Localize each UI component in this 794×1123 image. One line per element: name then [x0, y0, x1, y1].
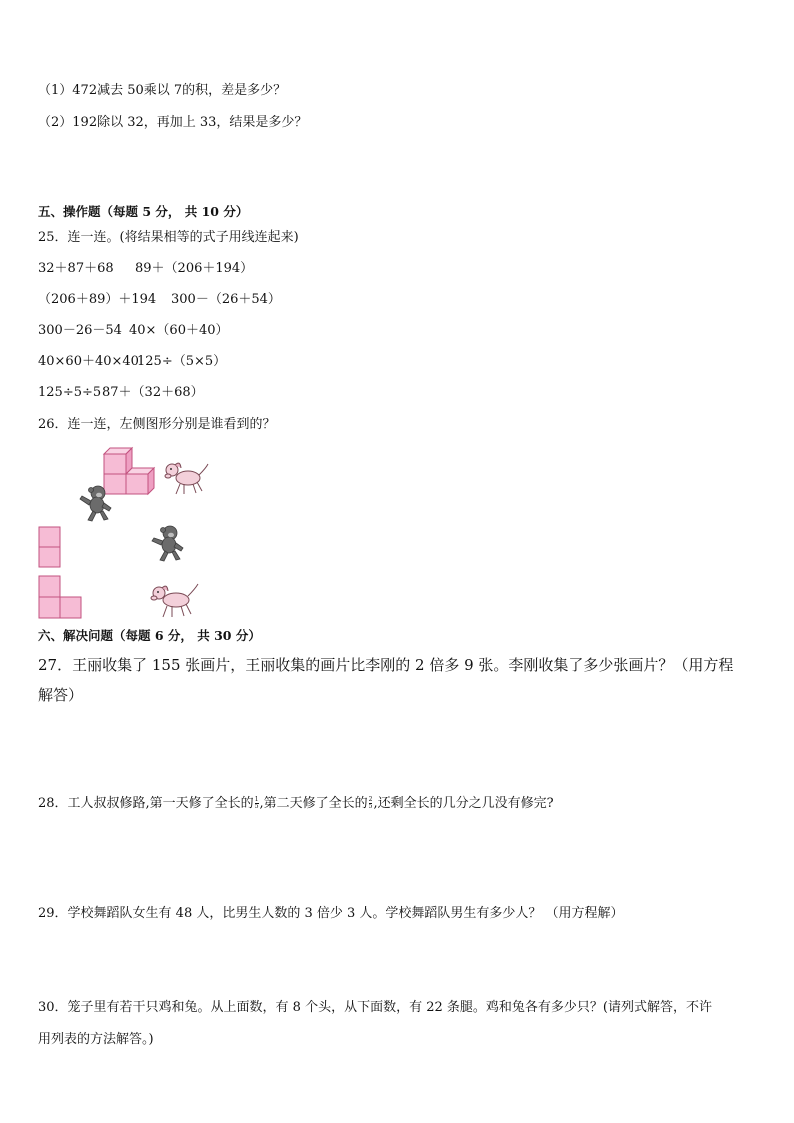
q-prev-item-2: （2）192除以 32，再加上 33，结果是多少？ — [38, 115, 308, 130]
q25-right-5: 87＋（32＋68） — [102, 385, 204, 400]
q-prev-item-1: （1）472减去 50乘以 7的积，差是多少？ — [38, 83, 287, 98]
dog-icon — [162, 458, 210, 498]
q25-prompt: 25．连一连。(将结果相等的式子用线连起来) — [38, 230, 299, 245]
q28-text-3: ,还剩全长的几分之几没有修完? — [373, 796, 554, 811]
q25-right-2: 300－（26＋54） — [171, 292, 281, 307]
q28-text-2: ,第二天修了全长的 — [259, 796, 368, 811]
dog-icon — [150, 580, 202, 620]
q25-right-1: 89＋（206＋194） — [135, 261, 254, 276]
q27-line-2: 解答） — [38, 686, 84, 704]
q28-question — [38, 796, 554, 812]
q25-right-4: 125÷（5×5） — [137, 354, 227, 369]
q28-text-1: 28．工人叔叔修路,第一天修了全长的 — [38, 796, 254, 811]
q25-left-3: 300－26－54 — [38, 323, 122, 338]
q26-prompt: 26．连一连，左侧图形分别是谁看到的？ — [38, 417, 276, 432]
monkey-icon — [78, 484, 114, 522]
view-shape-1 — [38, 526, 62, 570]
q28-fraction-1-denominator: 5 — [254, 803, 259, 810]
q30-line-1: 30．笼子里有若干只鸡和兔。从上面数，有 8 个头，从下面数，有 22 条腿。鸡和兔各有多少只？(请列式解答，不许 — [38, 1000, 712, 1015]
q27-line-1: 27．王丽收集了 155 张画片，王丽收集的画片比李刚的 2 倍多 9 张。李刚收集了多少张画片？（用方程 — [38, 656, 734, 674]
q29-question: 29．学校舞蹈队女生有 48 人，比男生人数的 3 倍少 3 人。学校舞蹈队男生有多少人？ （用方程解） — [38, 906, 624, 921]
monkey-icon — [150, 524, 186, 562]
section-5-heading: 五、操作题（每题 5 分， 共 10 分） — [38, 204, 249, 219]
section-6-heading: 六、解决问题（每题 6 分， 共 30 分） — [38, 628, 261, 643]
q30-line-2: 用列表的方法解答。) — [38, 1032, 154, 1047]
q28-fraction-2-numerator: 2 — [368, 796, 373, 803]
q25-left-2: （206＋89）＋194 — [38, 292, 157, 307]
q28-fraction-2-denominator: 5 — [368, 803, 373, 810]
q28-fraction-1-numerator: 1 — [254, 796, 259, 803]
q25-left-1: 32＋87＋68 — [38, 261, 114, 276]
q25-right-3: 40×（60＋40） — [129, 323, 229, 338]
q28-fraction-1 — [255, 797, 259, 810]
q28-fraction-2 — [369, 797, 373, 810]
q25-left-4: 40×60＋40×40 — [38, 354, 139, 369]
view-shape-2 — [38, 575, 84, 621]
q25-left-5: 125÷5÷5 — [38, 385, 102, 400]
